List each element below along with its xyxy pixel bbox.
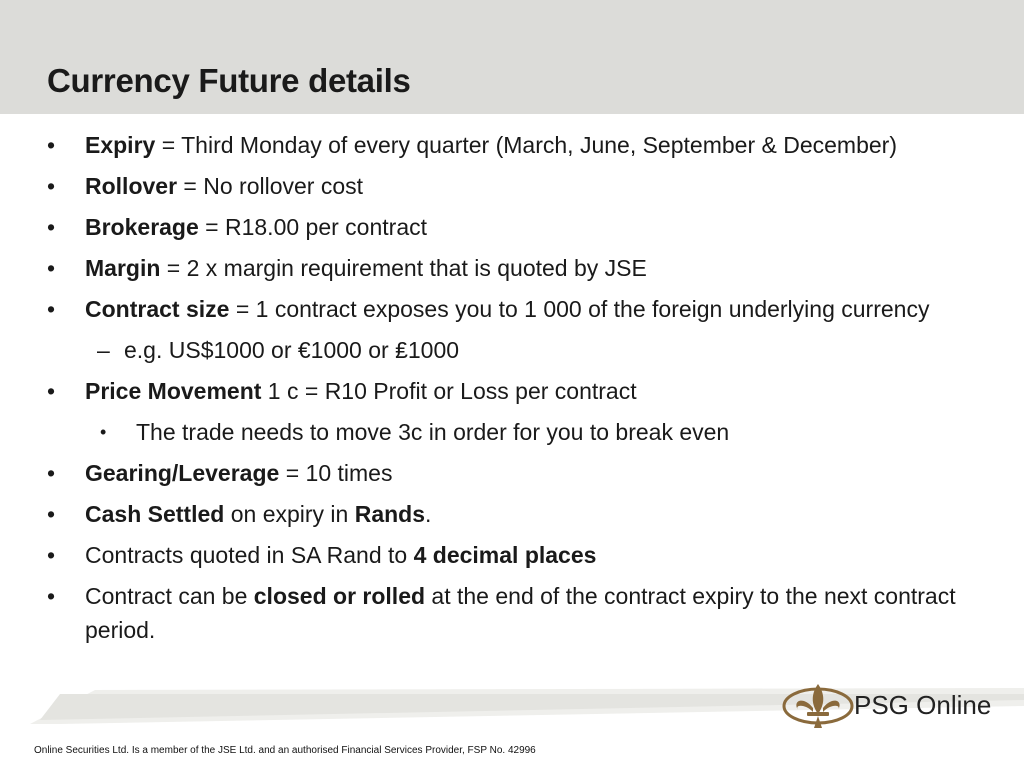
- bullet-symbol: •: [47, 542, 56, 568]
- term-cash-settled: Cash Settled: [85, 501, 225, 527]
- dash-symbol: –: [97, 337, 110, 363]
- bullet-symbol: •: [47, 296, 56, 322]
- text-gearing: = 10 times: [279, 460, 393, 486]
- slide-title: Currency Future details: [47, 62, 411, 99]
- term-closed-or-rolled: closed or rolled: [253, 583, 426, 609]
- text-cash-settled-end: .: [425, 501, 432, 527]
- text-contract-size: = 1 contract exposes you to 1 000 of the foreign underlying currency: [229, 296, 930, 322]
- sub-bullet-example: [0, 333, 1024, 367]
- term-margin: Margin: [85, 255, 161, 281]
- term-brokerage: Brokerage: [85, 214, 199, 240]
- bullet-cash-settled: [0, 497, 1024, 531]
- text-quoted: Contracts quoted in SA Rand to: [85, 542, 414, 568]
- bullet-symbol: •: [47, 583, 56, 609]
- bullet-symbol: •: [47, 378, 56, 404]
- text-expiry: = Third Monday of every quarter (March, June, September & December): [155, 132, 897, 158]
- term-price-movement: Price Movement: [85, 378, 262, 404]
- bullet-symbol: •: [100, 422, 107, 442]
- term-decimal-places: 4 decimal places: [413, 542, 597, 568]
- bullet-symbol: •: [47, 132, 56, 158]
- text-price-movement: 1 c = R10 Profit or Loss per contract: [261, 378, 637, 404]
- text-example: e.g. US$1000 or €1000 or ₤1000: [124, 337, 460, 363]
- text-closed: Contract can be: [85, 583, 254, 609]
- bullet-symbol: •: [47, 460, 56, 486]
- bullet-symbol: •: [47, 501, 56, 527]
- bullet-closed-or-rolled: [0, 579, 1024, 647]
- bullet-gearing: [0, 456, 1024, 490]
- sub-bullet-break-even: [0, 415, 1024, 449]
- text-cash-settled: on expiry in: [224, 501, 355, 527]
- term-contract-size: Contract size: [85, 296, 230, 322]
- text-rollover: = No rollover cost: [177, 173, 364, 199]
- term-expiry: Expiry: [85, 132, 156, 158]
- text-closed-end: at the end of the contract expiry to the next contract period.: [85, 583, 956, 643]
- bullet-expiry: [0, 128, 1024, 162]
- text-brokerage: = R18.00 per contract: [198, 214, 427, 240]
- bullet-symbol: •: [47, 173, 56, 199]
- bullet-brokerage: [0, 210, 1024, 244]
- bullet-symbol: •: [47, 214, 56, 240]
- term-rands: Rands: [354, 501, 426, 527]
- footer-disclaimer: Online Securities Ltd. Is a member of the JSE Ltd. and an authorised Financial Services Provider, FSP No. 42996: [34, 745, 536, 756]
- bullet-contract-size: [0, 292, 1024, 326]
- term-gearing: Gearing/Leverage: [85, 460, 280, 486]
- logo-text: PSG Online: [854, 690, 992, 720]
- bullet-price-movement: [0, 374, 1024, 408]
- text-break-even: The trade needs to move 3c in order for you to break even: [136, 419, 730, 445]
- term-rollover: Rollover: [85, 173, 178, 199]
- text-margin: = 2 x margin requirement that is quoted by JSE: [160, 255, 647, 281]
- bullet-rollover: [0, 169, 1024, 203]
- bullet-margin: [0, 251, 1024, 285]
- bullet-list: [0, 128, 1024, 647]
- bullet-quoted: [0, 538, 1024, 572]
- bullet-symbol: •: [47, 255, 56, 281]
